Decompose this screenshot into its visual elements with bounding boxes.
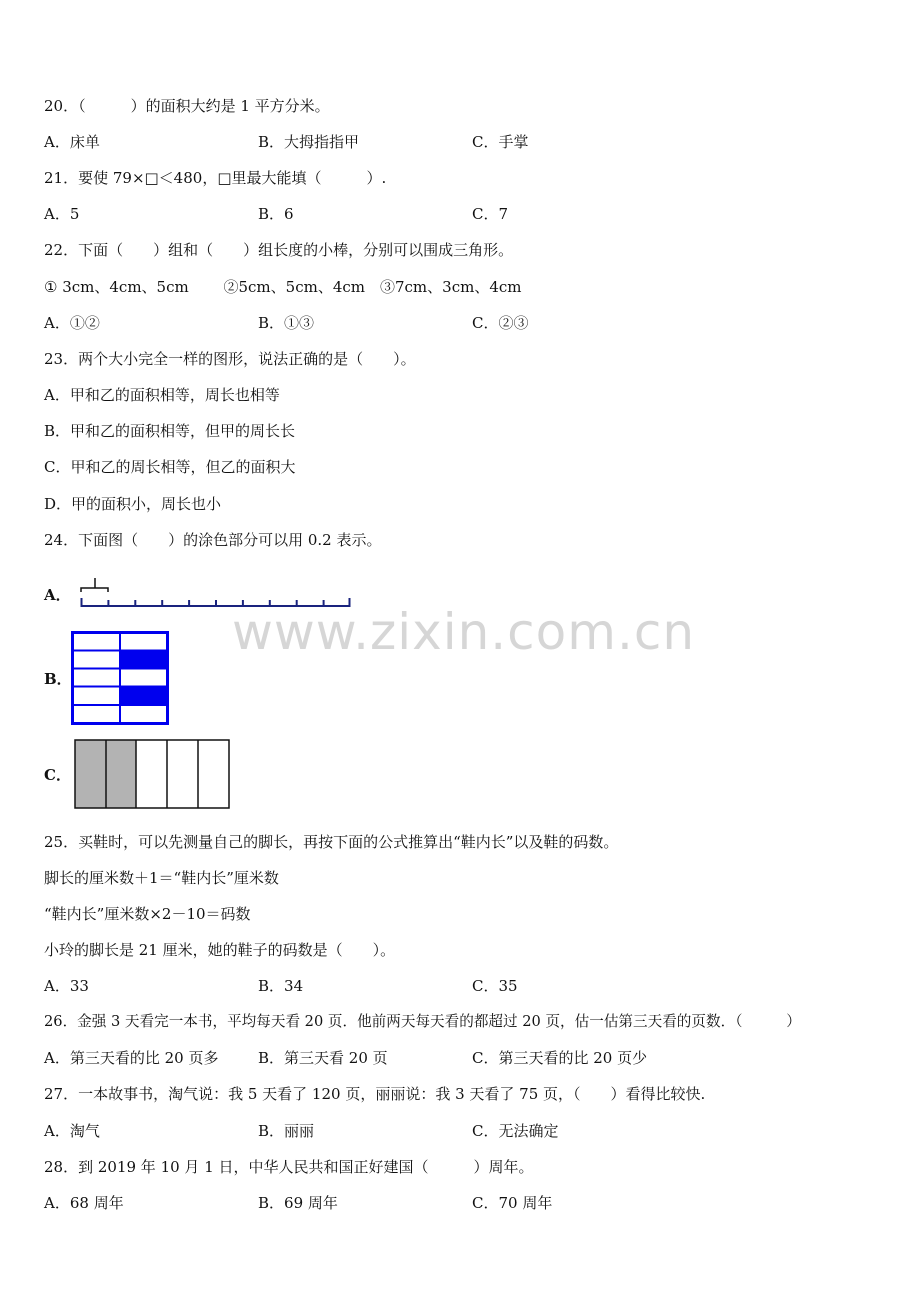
- question-28-option-c[interactable]: C．70 周年: [472, 1194, 553, 1212]
- question-23-option-a[interactable]: A．甲和乙的面积相等，周长也相等: [44, 386, 280, 404]
- question-26-stem: 26．金强 3 天看完一本书，平均每天看 20 页．他前两天每天看的都超过 20 页，估一估第三天看的页数．（ ）: [44, 1013, 801, 1030]
- question-23-option-b[interactable]: B．甲和乙的面积相等，但甲的周长长: [44, 422, 296, 440]
- question-20-stem: 20．（ ）的面积大约是 1 平方分米。: [44, 97, 330, 115]
- question-27-option-b[interactable]: B．丽丽: [258, 1122, 315, 1140]
- number-line-figure: [76, 574, 356, 614]
- question-25-option-b[interactable]: B．34: [258, 977, 304, 995]
- question-24-option-c[interactable]: C．: [44, 766, 71, 784]
- question-22-stick-groups: ① 3cm、4cm、5cm ②5cm、5cm、4cm ③7cm、3cm、4cm: [44, 278, 522, 296]
- question-25-question: 小玲的脚长是 21 厘米，她的鞋子的码数是（ ）。: [44, 941, 396, 959]
- question-25-option-c[interactable]: C．35: [472, 977, 518, 995]
- question-21-stem: 21．要使 79×□＜480，□里最大能填（ ）.: [44, 169, 387, 187]
- question-21-option-c[interactable]: C．7: [472, 205, 509, 223]
- question-20-option-a[interactable]: A．床单: [44, 133, 100, 151]
- question-22-option-a[interactable]: A．①②: [44, 314, 100, 332]
- question-27-stem: 27．一本故事书，淘气说：我 5 天看了 120 页，丽丽说：我 3 天看了 75 页，（ ）看得比较快.: [44, 1085, 706, 1103]
- question-24-option-b[interactable]: B．: [44, 670, 72, 688]
- question-26-option-b[interactable]: B．第三天看 20 页: [258, 1049, 388, 1067]
- question-27-option-c[interactable]: C．无法确定: [472, 1122, 559, 1140]
- question-20-option-c[interactable]: C．手掌: [472, 133, 529, 151]
- question-28-stem: 28．到 2019 年 10 月 1 日，中华人民共和国正好建国（ ）周年。: [44, 1158, 534, 1176]
- question-21-option-b[interactable]: B．6: [258, 205, 294, 223]
- question-26-option-c[interactable]: C．第三天看的比 20 页少: [472, 1049, 648, 1067]
- question-24-stem: 24．下面图（ ）的涂色部分可以用 0.2 表示。: [44, 531, 382, 549]
- question-23-option-d[interactable]: D．甲的面积小，周长也小: [44, 495, 222, 513]
- grid-figure: [71, 631, 169, 725]
- strip-figure: [74, 739, 232, 811]
- question-28-option-a[interactable]: A．68 周年: [44, 1194, 124, 1212]
- question-23-stem: 23．两个大小完全一样的图形，说法正确的是（ ）。: [44, 350, 416, 368]
- question-22-option-b[interactable]: B．①③: [258, 314, 315, 332]
- watermark: www.zixin.com.cn: [232, 603, 696, 661]
- question-25-formula-1: 脚长的厘米数＋1＝“鞋内长”厘米数: [44, 869, 279, 887]
- question-25-formula-2: “鞋内长”厘米数×2－10＝码数: [44, 905, 251, 923]
- question-25-stem: 25．买鞋时，可以先测量自己的脚长，再按下面的公式推算出“鞋内长”以及鞋的码数。: [44, 833, 619, 851]
- question-24-option-a[interactable]: A．: [44, 586, 71, 604]
- question-28-option-b[interactable]: B．69 周年: [258, 1194, 338, 1212]
- question-23-option-c[interactable]: C．甲和乙的周长相等，但乙的面积大: [44, 458, 296, 476]
- question-22-option-c[interactable]: C．②③: [472, 314, 529, 332]
- question-25-option-a[interactable]: A．33: [44, 977, 89, 995]
- question-27-option-a[interactable]: A．淘气: [44, 1122, 100, 1140]
- question-26-option-a[interactable]: A．第三天看的比 20 页多: [44, 1049, 219, 1067]
- question-21-option-a[interactable]: A．5: [44, 205, 80, 223]
- question-20-option-b[interactable]: B．大拇指指甲: [258, 133, 360, 151]
- question-22-stem: 22．下面（ ）组和（ ）组长度的小棒，分别可以围成三角形。: [44, 241, 514, 259]
